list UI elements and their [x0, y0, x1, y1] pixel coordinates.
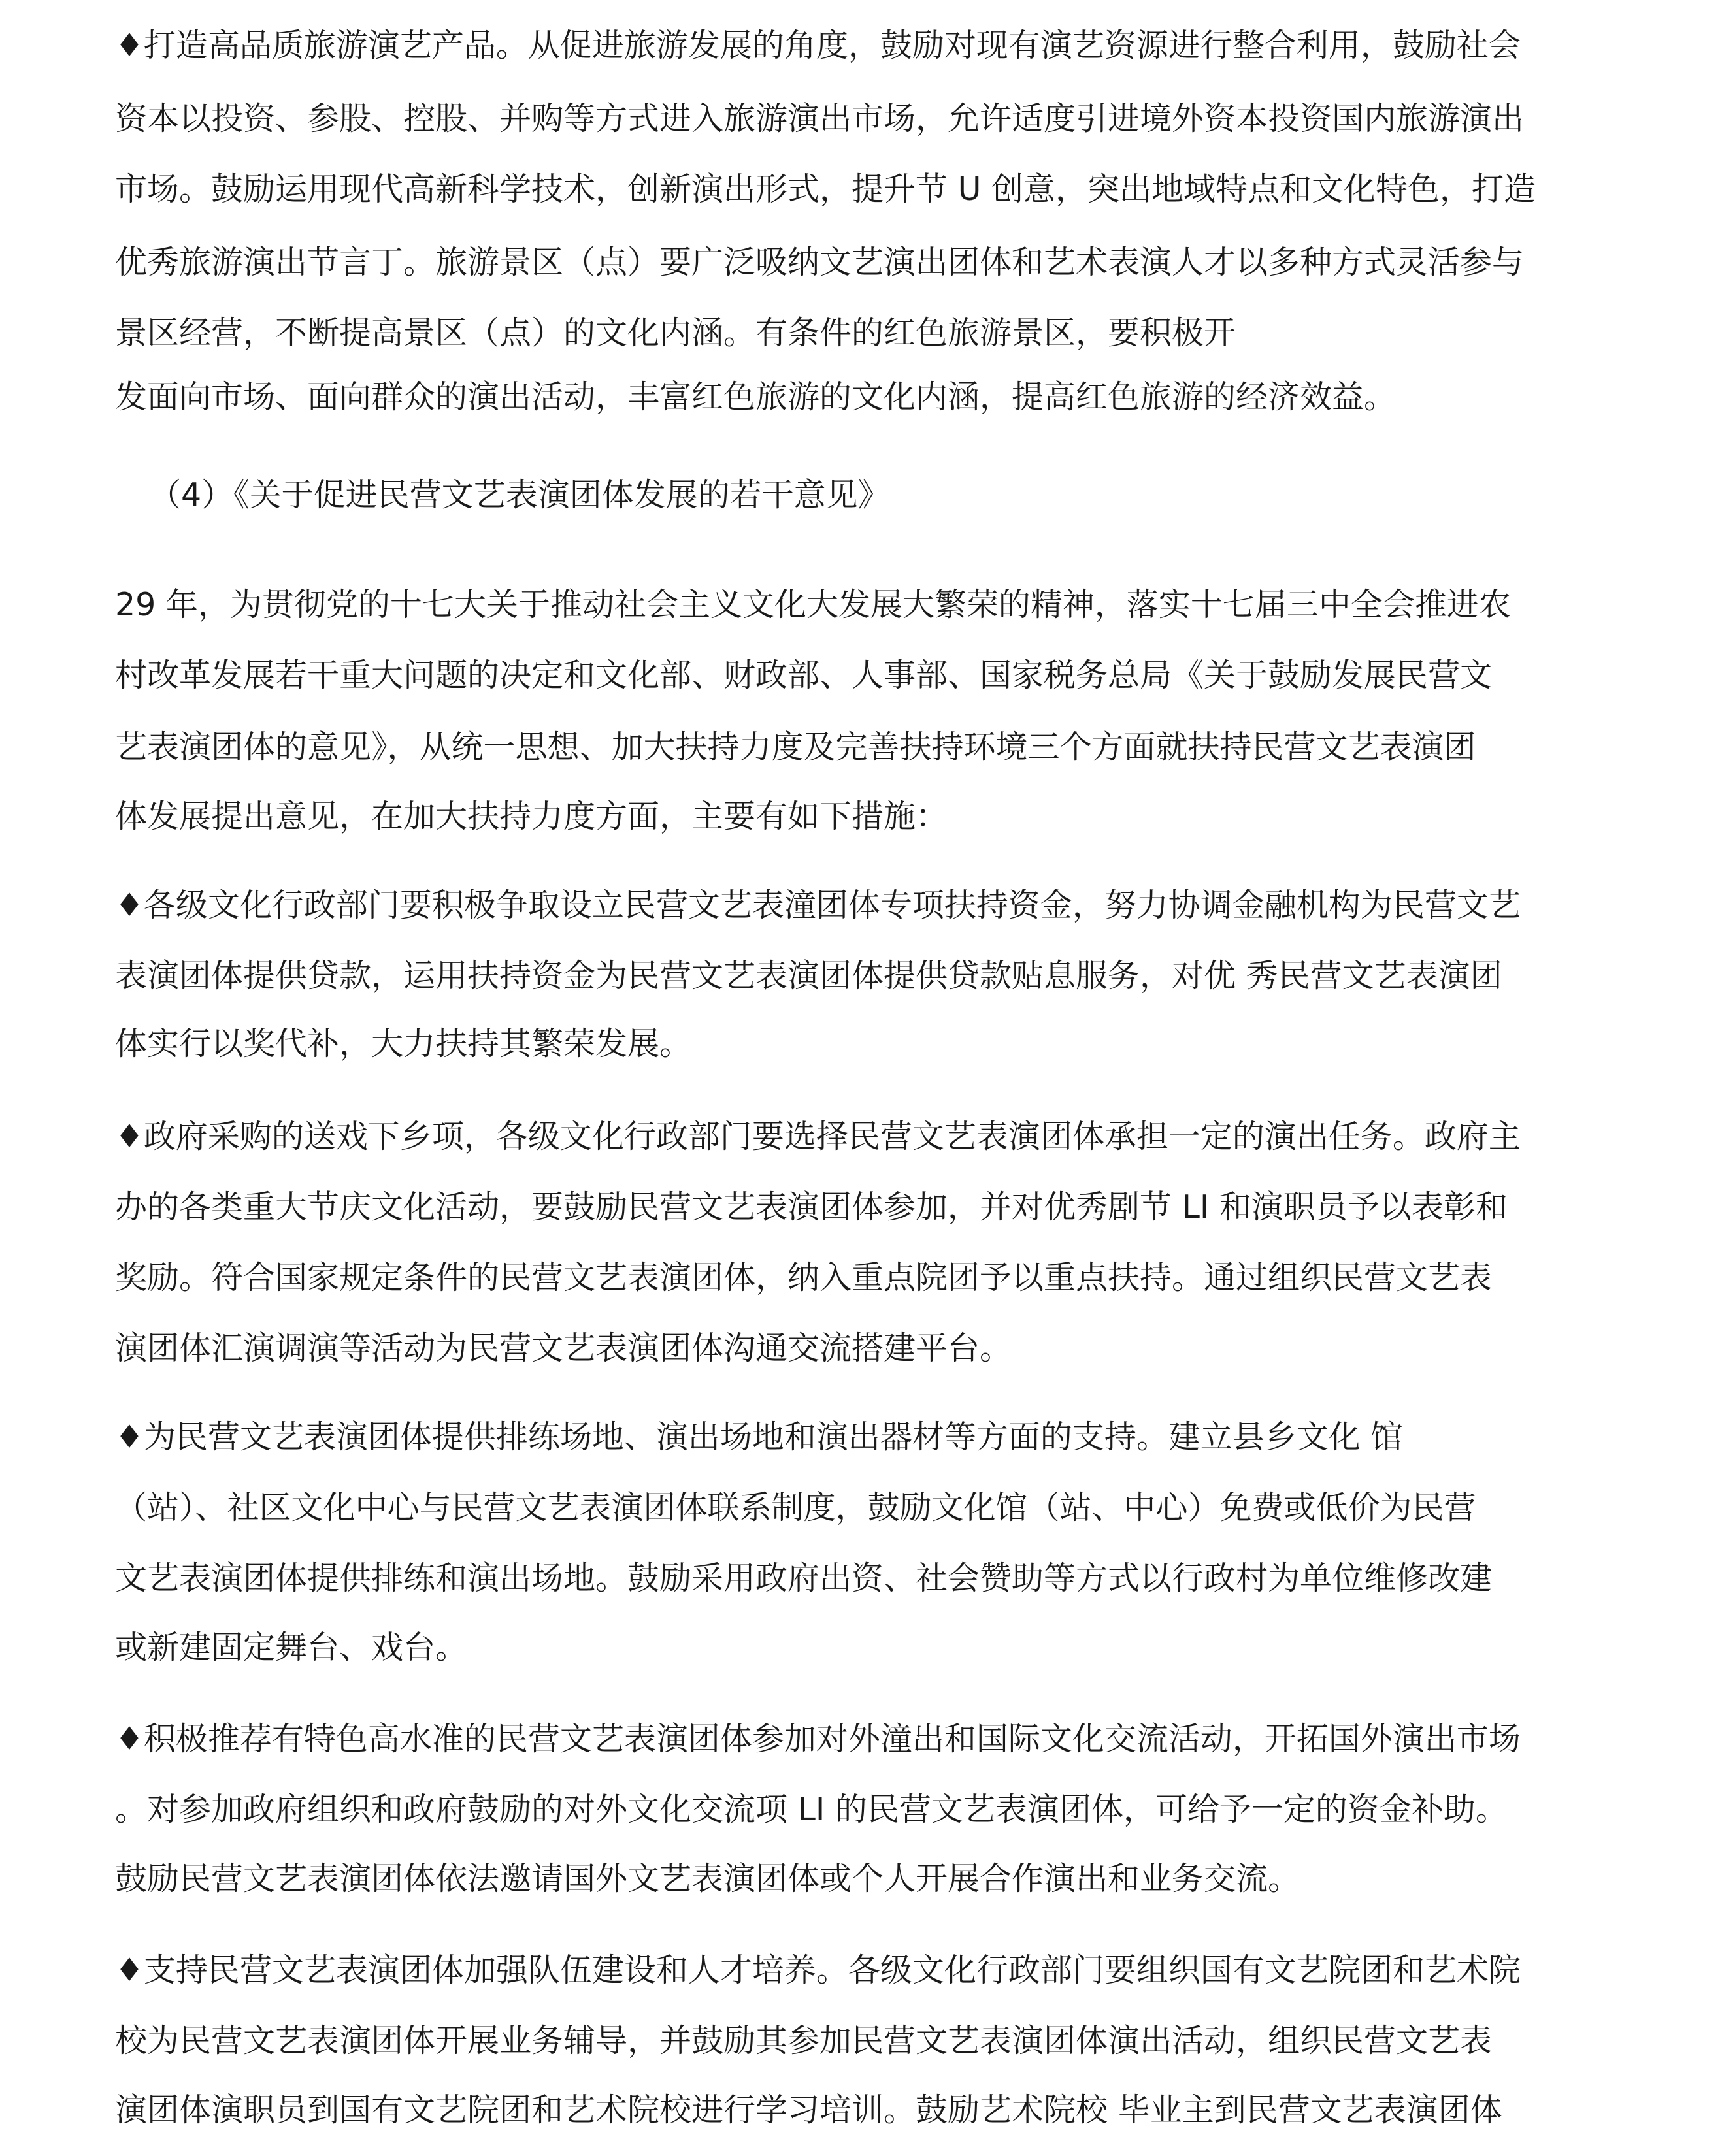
- text-line: ♦打造高品质旅游演艺产品。从促进旅游发展的角度，鼓励对现有演艺资源进行整合利用，鼓励社会: [115, 27, 1521, 64]
- text-line: ♦各级文化行政部门要积极争取设立民营文艺表潼团体专项扶持资金，努力协调金融机构为民营文艺: [115, 887, 1521, 924]
- text-line: 校为民营文艺表演团体开展业务辅导，并鼓励其参加民营文艺表演团体演出活动，组织民营文艺表: [115, 2022, 1493, 2059]
- section-heading: （4）《关于促进民营文艺表演团体发展的若干意见》: [149, 476, 890, 514]
- text-line: 体实行以奖代补，大力扶持其繁荣发展。: [115, 1025, 692, 1062]
- text-line: 资本以投资、参股、控股、并购等方式进入旅游演出市场，允许适度引进境外资本投资国内旅游演出: [115, 100, 1525, 137]
- text-line: 优秀旅游演出节言丁。旅游景区（点）要广泛吸纳文艺演出团体和艺术表演人才以多种方式灵活参与: [115, 244, 1525, 281]
- text-line: 或新建固定舞台、戏台。: [115, 1629, 468, 1666]
- text-line: 表演团体提供贷款，运用扶持资金为民营文艺表演团体提供贷款贴息服务，对优 秀民营文艺表演团: [115, 957, 1502, 994]
- text-line: 办的各类重大节庆文化活动，要鼓励民营文艺表演团体参加，并对优秀剧节 LI 和演职员予以表彰和: [115, 1188, 1508, 1226]
- text-line: （站）、社区文化中心与民营文艺表演团体联系制度，鼓励文化馆（站、中心）免费或低价为民营: [115, 1489, 1476, 1526]
- text-line: 景区经营，不断提高景区（点）的文化内涵。有条件的红色旅游景区，要积极开: [115, 314, 1236, 351]
- text-line: ♦支持民营文艺表演团体加强队伍建设和人才培养。各级文化行政部门要组织国有文艺院团和艺术院: [115, 1952, 1521, 1989]
- text-line: 艺表演团体的意见》，从统一思想、加大扶持力度及完善扶持环境三个方面就扶持民营文艺表演团: [115, 728, 1476, 766]
- text-line: 29 年，为贯彻党的十七大关于推动社会主义文化大发展大繁荣的精神，落实十七届三中全会推进农: [115, 586, 1511, 623]
- text-line: 发面向市场、面向群众的演出活动，丰富红色旅游的文化内涵，提高红色旅游的经济效益。: [115, 378, 1397, 416]
- text-line: 村改革发展若干重大问题的决定和文化部、财政部、人事部、国家税务总局《关于鼓励发展民营文: [115, 657, 1493, 694]
- text-line: 鼓励民营文艺表演团体依法邀请国外文艺表演团体或个人开展合作演出和业务交流。: [115, 1860, 1300, 1897]
- text-line: 演团体演职员到国有文艺院团和艺术院校进行学习培训。鼓励艺术院校 毕业主到民营文艺表演团体: [115, 2091, 1502, 2129]
- text-line: 市场。鼓励运用现代高新科学技术，创新演出形式，提升节 U 创意，突出地域特点和文化特色，打造: [115, 171, 1536, 208]
- text-line: ♦积极推荐有特色高水准的民营文艺表演团体参加对外潼出和国际文化交流活动，开拓国外演出市场: [115, 1720, 1521, 1757]
- text-line: 奖励。符合国家规定条件的民营文艺表演团体，纳入重点院团予以重点扶持。通过组织民营文艺表: [115, 1259, 1493, 1296]
- text-line: 。对参加政府组织和政府鼓励的对外文化交流项 LI 的民营文艺表演团体，可给予一定的资金补助。: [115, 1791, 1508, 1828]
- text-line: ♦为民营文艺表演团体提供排练场地、演出场地和演出器材等方面的支持。建立县乡文化 馆: [115, 1418, 1403, 1456]
- text-line: 文艺表演团体提供排练和演出场地。鼓励采用政府出资、社会赞助等方式以行政村为单位维修改建: [115, 1560, 1493, 1597]
- text-line: 体发展提出意见，在加大扶持力度方面，主要有如下措施：: [115, 798, 948, 835]
- text-line: ♦政府采购的送戏下乡项，各级文化行政部门要选择民营文艺表演团体承担一定的演出任务。政府主: [115, 1118, 1521, 1155]
- text-line: 演团体汇演调演等活动为民营文艺表演团体沟通交流搭建平台。: [115, 1330, 1012, 1367]
